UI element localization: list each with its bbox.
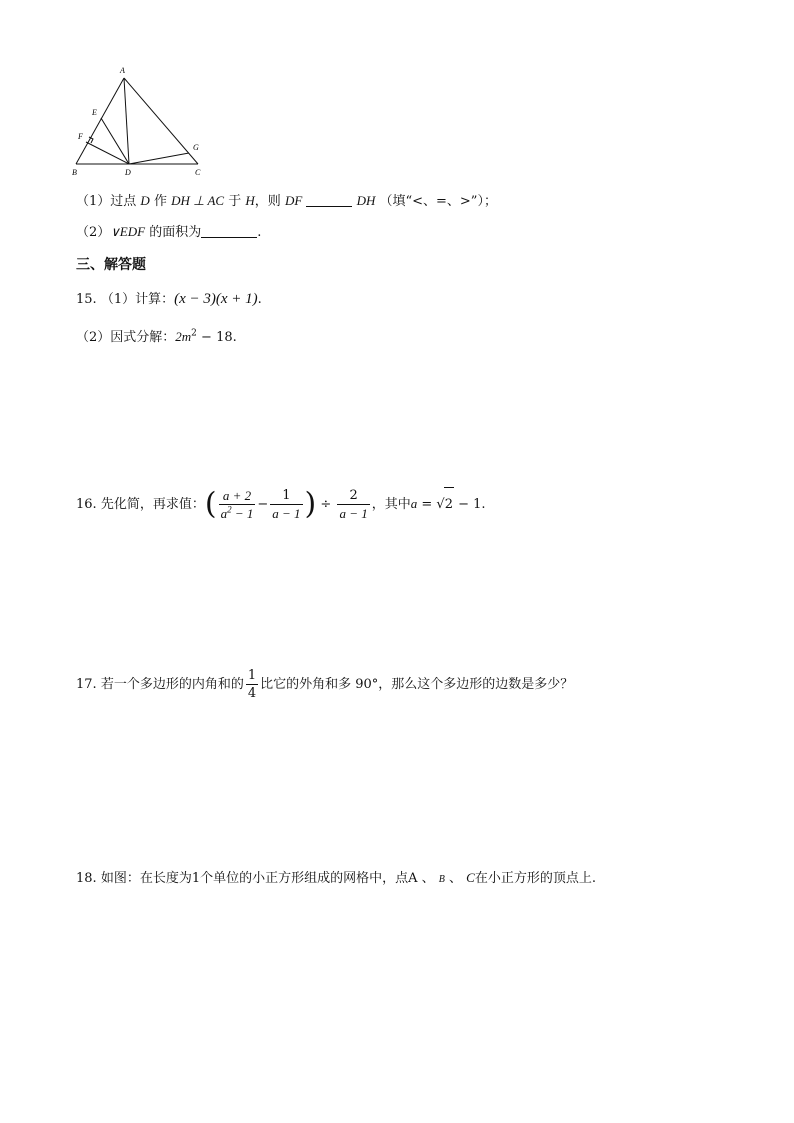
segment-ad bbox=[124, 78, 129, 164]
point-a-label: A bbox=[408, 871, 418, 886]
fraction-quarter bbox=[246, 668, 258, 701]
q15-p1-label: （1）计算： bbox=[100, 292, 175, 307]
q15-p2-rest: − 18 bbox=[196, 330, 233, 345]
q18-text-1: 如图：在长度为1个单位的小正方形组成的网格中，点 bbox=[100, 871, 409, 886]
q15-p2-exponent: 2 bbox=[191, 328, 197, 339]
fraction-1-denominator bbox=[219, 504, 256, 521]
triangle-edf-label: ∨EDF bbox=[110, 224, 146, 239]
answer-blank-1[interactable] bbox=[306, 193, 352, 207]
q15-number: 15. bbox=[76, 292, 97, 307]
q14-p1-yu: 于 bbox=[228, 194, 242, 209]
minus-sign: − bbox=[257, 497, 269, 512]
q16-where: ，其中 bbox=[371, 497, 411, 512]
segment-df-label: DF bbox=[284, 193, 303, 208]
answer-blank-2[interactable] bbox=[201, 224, 257, 238]
sqrt-radicand: 2 bbox=[444, 487, 454, 522]
separator-1: 、 bbox=[417, 871, 435, 886]
point-h: H bbox=[245, 193, 255, 208]
q16-tail: − 1 bbox=[453, 497, 482, 512]
label-e: E bbox=[92, 108, 97, 117]
sqrt-sign: √ bbox=[436, 497, 445, 512]
fraction-2 bbox=[270, 488, 302, 521]
label-d: D bbox=[125, 168, 131, 177]
perpendicular-expr: DH ⊥ AC bbox=[171, 193, 225, 208]
label-c: C bbox=[195, 168, 201, 177]
q18-question bbox=[76, 869, 596, 889]
q14-p2-prefix: （2） bbox=[76, 225, 111, 240]
label-g: G bbox=[193, 143, 199, 152]
right-paren: ) bbox=[304, 486, 317, 522]
q17-number: 17. bbox=[76, 677, 97, 692]
q14-p1-zuo: 作 bbox=[153, 194, 167, 209]
segment-ac bbox=[124, 78, 198, 164]
segment-dh-label: DH bbox=[356, 193, 376, 208]
q14-p1-fill-hint: （填“<、=、>”）； bbox=[379, 194, 497, 209]
q17-text-2: 比它的外角和多 90°，那么这个多边形的边数是多少？ bbox=[260, 677, 574, 692]
q14-part2 bbox=[76, 223, 261, 242]
fraction-1 bbox=[219, 488, 256, 521]
q14-part1 bbox=[76, 192, 497, 211]
q15-p1-expression: (x − 3)(x + 1) bbox=[174, 291, 258, 307]
section-title: 三、解答题 bbox=[76, 257, 146, 273]
triangle-figure bbox=[66, 62, 216, 182]
q15-p2-base: 2m bbox=[175, 329, 192, 344]
q16-question bbox=[76, 487, 486, 522]
q15-p2-label: （2）因式分解： bbox=[76, 330, 176, 345]
fraction-2-denominator: a − 1 bbox=[272, 506, 301, 521]
fraction-3-numerator: 2 bbox=[349, 488, 358, 503]
q14-p1-prefix: （1）过点 bbox=[76, 194, 137, 209]
point-b-label: B bbox=[438, 874, 445, 885]
q18-text-2: 在小正方形的顶点上. bbox=[474, 871, 596, 886]
label-a: A bbox=[120, 66, 125, 75]
label-b: B bbox=[72, 168, 77, 177]
q15-p1-end: . bbox=[257, 292, 262, 307]
q14-p2-end: . bbox=[257, 225, 262, 240]
q15-part1 bbox=[76, 290, 262, 309]
f1-den-rest: − 1 bbox=[231, 506, 254, 521]
quarter-denominator: 4 bbox=[247, 686, 257, 701]
division-sign: ÷ bbox=[320, 497, 332, 512]
q17-text-1: 若一个多边形的内角和的 bbox=[100, 677, 244, 692]
q15-part2 bbox=[76, 328, 237, 347]
f1-den-base: a bbox=[220, 506, 228, 521]
point-d: D bbox=[140, 193, 150, 208]
fraction-3-denominator: a − 1 bbox=[339, 506, 368, 521]
q16-end: . bbox=[481, 497, 486, 512]
q15-p2-end: . bbox=[232, 330, 237, 345]
equals-sign: = bbox=[417, 497, 437, 512]
segment-dg bbox=[129, 153, 189, 164]
point-c-label: C bbox=[466, 870, 475, 885]
separator-2: 、 bbox=[444, 871, 463, 886]
q14-p1-ze: ，则 bbox=[254, 194, 281, 209]
q14-p2-text: 的面积为 bbox=[149, 225, 202, 240]
fraction-1-numerator: a + 2 bbox=[222, 488, 252, 503]
variable-a: a bbox=[410, 496, 418, 511]
q16-text: 先化简，再求值： bbox=[100, 497, 205, 512]
left-paren: ( bbox=[204, 486, 217, 522]
segment-ab bbox=[76, 78, 124, 164]
fraction-3 bbox=[337, 488, 369, 521]
f1-den-exp: 2 bbox=[227, 504, 232, 515]
q18-number: 18. bbox=[76, 871, 97, 886]
fraction-2-numerator: 1 bbox=[282, 488, 291, 503]
quarter-numerator: 1 bbox=[247, 668, 257, 683]
q16-number: 16. bbox=[76, 497, 97, 512]
q17-question bbox=[76, 668, 573, 702]
label-f: F bbox=[78, 132, 83, 141]
